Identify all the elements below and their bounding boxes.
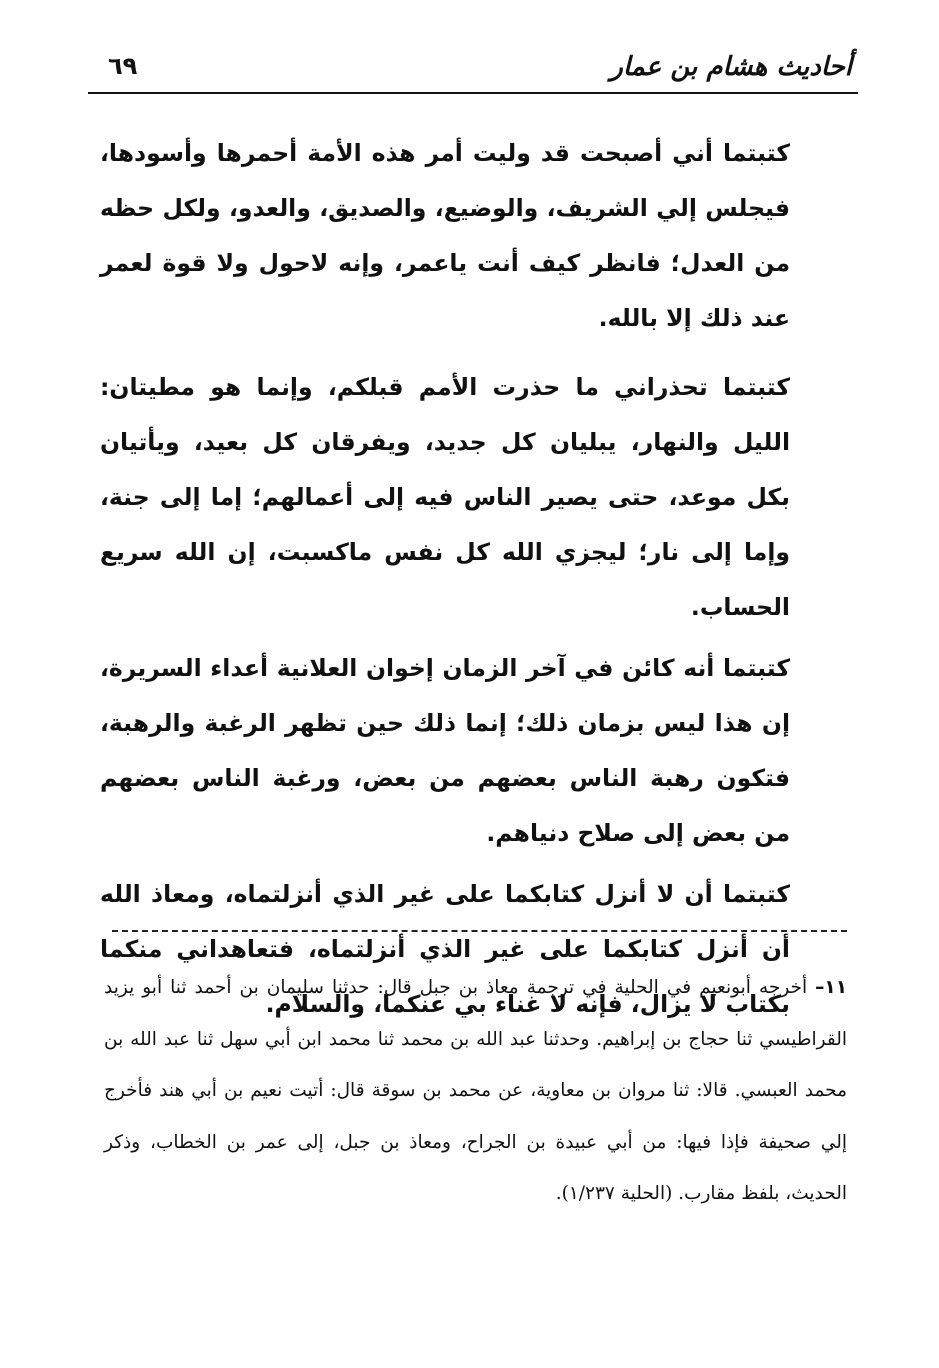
page-number: ٦٩: [108, 52, 138, 80]
paragraph: كتبتما تحذراني ما حذرت الأمم قبلكم، وإنما هو مطيتان: الليل والنهار، يبليان كل جديد، ويفرقان كل بعيد، ويأتيان بكل موعد، حتى يصير الناس فيه إلى أعمالهم؛ إما إلى جنة، وإما إلى نار؛ ليجزي الله كل نفس ماكسبت، إن الله سريع الحساب.: [100, 373, 790, 621]
page-header: [88, 44, 858, 94]
paragraph: كتبتما أني أصبحت قد وليت أمر هذه الأمة أحمرها وأسودها، فيجلس إلي الشريف، والوضيع، والصديق، والعدو، ولكل حظه من العدل؛ فانظر كيف أنت ياعمر، وإنه لاحول ولا قوة لعمر عند ذلك إلا بالله.: [100, 139, 790, 332]
paragraph: كتبتما أن لا أنزل كتابكما على غير الذي أنزلتماه، ومعاذ الله أن أنزل كتابكما على غير الذي أنزلتماه، فتعاهداني منكما بكتاب لا يزال، فإنه لا غناء بي عنكما، والسلام.: [100, 880, 790, 1018]
paragraph: كتبتما أنه كائن في آخر الزمان إخوان العلانية أعداء السريرة، إن هذا ليس بزمان ذلك؛ إنما ذلك حين تظهر الرغبة والرهبة، فتكون رهبة الناس بعضهم من بعض، ورغبة الناس بعضهم من بعض إلى صلاح دنياهم.: [100, 654, 790, 847]
footnote-separator: [112, 930, 847, 932]
main-text: [100, 126, 790, 1038]
footnote-number: ١١–: [815, 977, 847, 998]
footnote-text: أخرجه أبونعيم في الحلية في ترجمة معاذ بن جبل قال: حدثنا سليمان بن أحمد ثنا أبو يزيد القراطيسي ثنا حجاج بن إبراهيم. وحدثنا عبد الله بن محمد ثنا محمد ابن أبي سهل ثنا عبد الله بن محمد العبسي. قالا: ثنا مروان بن معاوية، عن محمد بن سوقة قال: أتيت نعيم بن أبي هند فأخرج إلي صحيفة فإذا فيها: من أبي عبيدة بن الجراح، ومعاذ بن جبل، إلى عمر بن الخطاب، وذكر الحديث، بلفظ مقارب. (الحلية ١/٢٣٧).: [104, 977, 847, 1204]
running-title: أحاديث هشام بن عمار: [610, 52, 852, 82]
footnote: [104, 962, 847, 1220]
